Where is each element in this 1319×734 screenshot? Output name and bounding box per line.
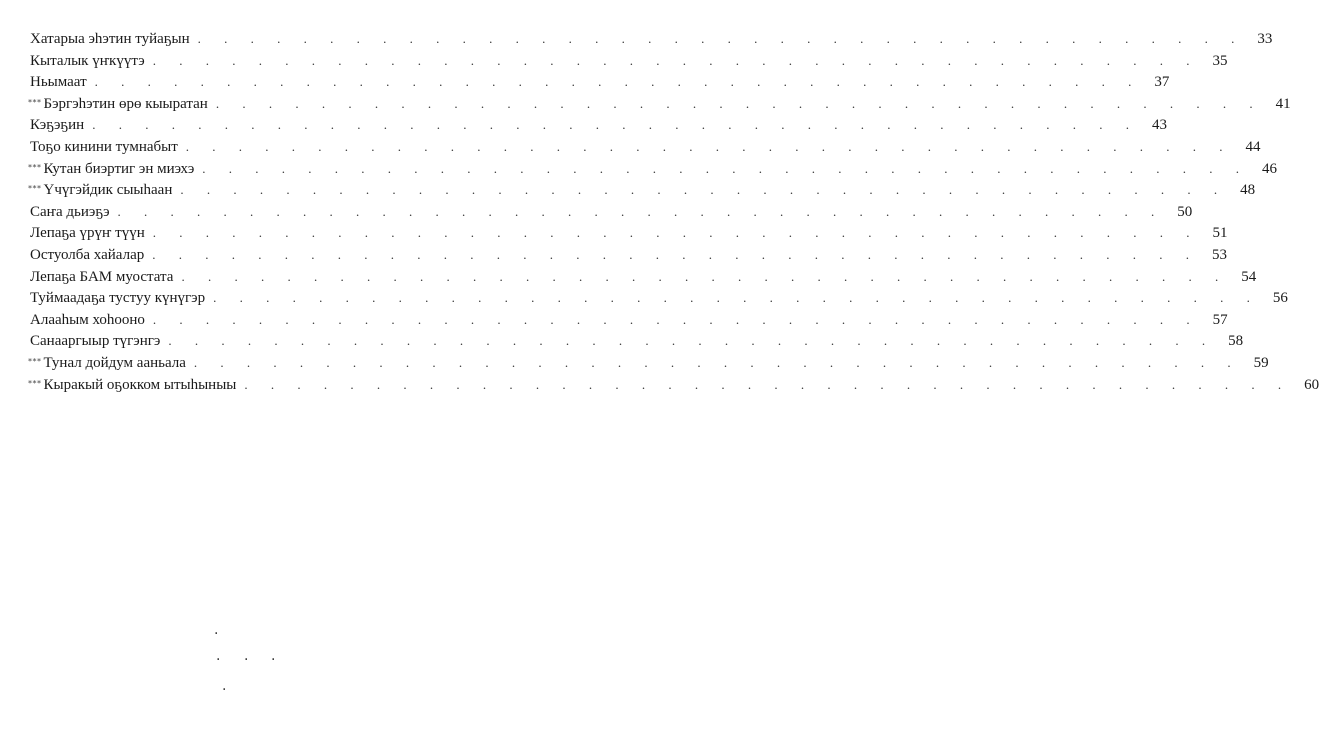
toc-entry-title-text: Кыракый оҕокком ытыһыныы	[43, 376, 237, 393]
toc-entry-page: 58	[1228, 333, 1244, 350]
toc-entry-title-text: Тунал дойдум ааньала	[43, 354, 186, 371]
toc-entry-title-text: Санааргыыр түгэнгэ	[30, 333, 161, 350]
toc-entry-page: 50	[1177, 203, 1193, 220]
toc-entry-page: 60	[1304, 376, 1319, 393]
toc-entry-title	[28, 329, 160, 353]
toc-entry-marker: ***	[28, 162, 42, 172]
toc-entry-title-text: Кутан биэртиг эн миэхэ	[43, 160, 195, 177]
toc-dot-leader: . . . . . . . . . . . . . . . . . . . . . . . . . . . . . . . . . . . . . . . .	[152, 225, 1200, 241]
toc-dot-leader: . . . . . . . . . . . . . . . . . . . . . . . . . . . . . . . . . . . . . . . .	[215, 95, 1263, 111]
toc-entry-title	[28, 308, 145, 332]
toc-dot-leader: . . . . . . . . . . . . . . . . . . . . . . . . . . . . . . . . . . . . . . . .	[213, 290, 1260, 306]
toc-dot-leader: . . . . . . . . . . . . . . . . . . . . . . . . . . . . . . . . . . . . . . . .	[152, 52, 1200, 68]
toc-entry-title	[28, 113, 84, 137]
toc-entry-marker: ***	[28, 97, 42, 107]
footer-ornament-dot: ·	[271, 652, 276, 668]
toc-entry-title	[28, 221, 145, 245]
toc-entry-page: 44	[1245, 138, 1261, 155]
toc-entry	[28, 286, 1288, 308]
toc-dot-leader: . . . . . . . . . . . . . . . . . . . . . . . . . . . . . . . . . . . . . . . .	[152, 311, 1200, 327]
toc-entry-title	[28, 265, 173, 289]
toc-entry	[28, 49, 1228, 71]
toc-entry	[28, 265, 1257, 287]
toc-dot-leader: . . . . . . . . . . . . . . . . . . . . . . . . . . . . . . . . . . . . . . . .	[193, 354, 1241, 370]
toc-entry-title	[28, 92, 208, 116]
toc-dot-leader: . . . . . . . . . . . . . . . . . . . . . . . . . . . . . . . . . . . . . . . .	[202, 160, 1250, 176]
toc-entry-title	[28, 351, 186, 375]
toc-entry	[28, 135, 1261, 157]
toc-entry	[28, 178, 1256, 200]
toc-entry-page: 43	[1151, 117, 1167, 134]
toc-entry	[28, 243, 1227, 265]
toc-entry-page: 54	[1241, 268, 1257, 285]
toc-entry-title	[28, 373, 236, 397]
toc-entry-title-text: Кыталык үҥкүүтэ	[30, 52, 145, 69]
toc-dot-leader: . . . . . . . . . . . . . . . . . . . . . . . . . . . . . . . . . . . . . . . .	[244, 376, 1292, 392]
toc-entry-page: 46	[1262, 160, 1278, 177]
toc-entry-title-text: Алааһым хоһооно	[30, 311, 145, 328]
toc-dot-leader: . . . . . . . . . . . . . . . . . . . . . . . . . . . . . . . . . . . . . . . .	[117, 203, 1165, 219]
toc-entry	[28, 200, 1193, 222]
toc-entry-title-text: Үчүгэйдик сыыһаан	[43, 182, 173, 199]
toc-entry-page: 33	[1257, 31, 1273, 47]
toc-dot-leader: . . . . . . . . . . . . . . . . . . . . . . . . . . . . . . . . . . . . . . . .	[185, 138, 1233, 154]
toc-entry-title	[28, 200, 110, 224]
table-of-contents	[28, 27, 1319, 394]
toc-entry-page: 41	[1275, 95, 1291, 112]
toc-entry-title-text: Остуолба хайалар	[30, 246, 145, 263]
toc-entry	[28, 329, 1244, 351]
footer-ornament-dot: ·	[214, 626, 219, 642]
toc-entry	[28, 157, 1278, 179]
toc-entry	[28, 113, 1167, 135]
toc-entry-title-text: Бэргэһэтин өрө кыыратан	[43, 95, 208, 112]
toc-dot-leader: . . . . . . . . . . . . . . . . . . . . . . . . . . . . . . . . . . . . . . . .	[168, 333, 1216, 349]
toc-dot-leader: . . . . . . . . . . . . . . . . . . . . . . . . . . . . . . . . . . . . . . . .	[94, 74, 1142, 90]
toc-entry-title-text: Хатарыа эһэтин туйаҕын	[30, 31, 190, 47]
toc-entry-title	[28, 70, 87, 94]
footer-ornament-dot: ·	[244, 652, 249, 668]
toc-entry	[28, 221, 1228, 243]
toc-dot-leader: . . . . . . . . . . . . . . . . . . . . . . . . . . . . . . . . . . . . . . . .	[197, 31, 1245, 46]
toc-entry-page: 56	[1272, 290, 1288, 307]
toc-entry-title-text: Саҥа дьиэҕэ	[30, 203, 110, 220]
toc-entry-title	[28, 286, 205, 310]
toc-entry-page: 59	[1253, 354, 1269, 371]
footer-ornament-dot: ·	[222, 682, 227, 698]
toc-entry-title	[28, 49, 145, 73]
toc-entry-page: 48	[1240, 182, 1256, 199]
toc-entry	[28, 70, 1170, 92]
toc-entry-title-text: Тоҕо кинини тумнабыт	[30, 138, 178, 155]
toc-entry-page: 51	[1212, 225, 1228, 242]
toc-entry-title-text: Туймаадаҕа тустуу күнүгэр	[30, 290, 206, 307]
toc-entry	[28, 92, 1291, 114]
toc-entry-title	[28, 157, 194, 181]
toc-entry-title	[28, 243, 144, 267]
toc-entry-title	[28, 178, 172, 202]
toc-entry-marker: ***	[28, 184, 42, 194]
toc-dot-leader: . . . . . . . . . . . . . . . . . . . . . . . . . . . . . . . . . . . . . . . .	[181, 268, 1229, 284]
toc-entry-title	[28, 135, 178, 159]
toc-entry-page: 37	[1154, 74, 1170, 91]
toc-dot-leader: . . . . . . . . . . . . . . . . . . . . . . . . . . . . . . . . . . . . . . . .	[180, 182, 1228, 198]
toc-entry-marker: ***	[28, 378, 42, 388]
toc-entry-title-text: Ньымаат	[30, 74, 87, 91]
toc-entry	[28, 27, 1273, 49]
toc-entry-page: 57	[1212, 311, 1228, 328]
toc-dot-leader: . . . . . . . . . . . . . . . . . . . . . . . . . . . . . . . . . . . . . . . .	[92, 117, 1139, 133]
toc-entry-marker: ***	[28, 356, 42, 366]
toc-entry-title-text: Кэҕэҕин	[30, 117, 85, 134]
toc-entry	[28, 373, 1319, 395]
toc-dot-leader: . . . . . . . . . . . . . . . . . . . . . . . . . . . . . . . . . . . . . . . .	[152, 246, 1199, 262]
toc-entry-title-text: Лепаҕа БАМ муостата	[30, 268, 174, 285]
toc-entry	[28, 351, 1269, 373]
toc-entry-page: 35	[1212, 52, 1228, 69]
toc-entry	[28, 308, 1228, 330]
toc-entry-title-text: Лепаҕа үрүҥ түүн	[30, 225, 145, 242]
toc-entry-page: 53	[1211, 246, 1227, 263]
toc-entry-title	[28, 27, 190, 51]
footer-ornament-dot: ·	[216, 652, 221, 668]
